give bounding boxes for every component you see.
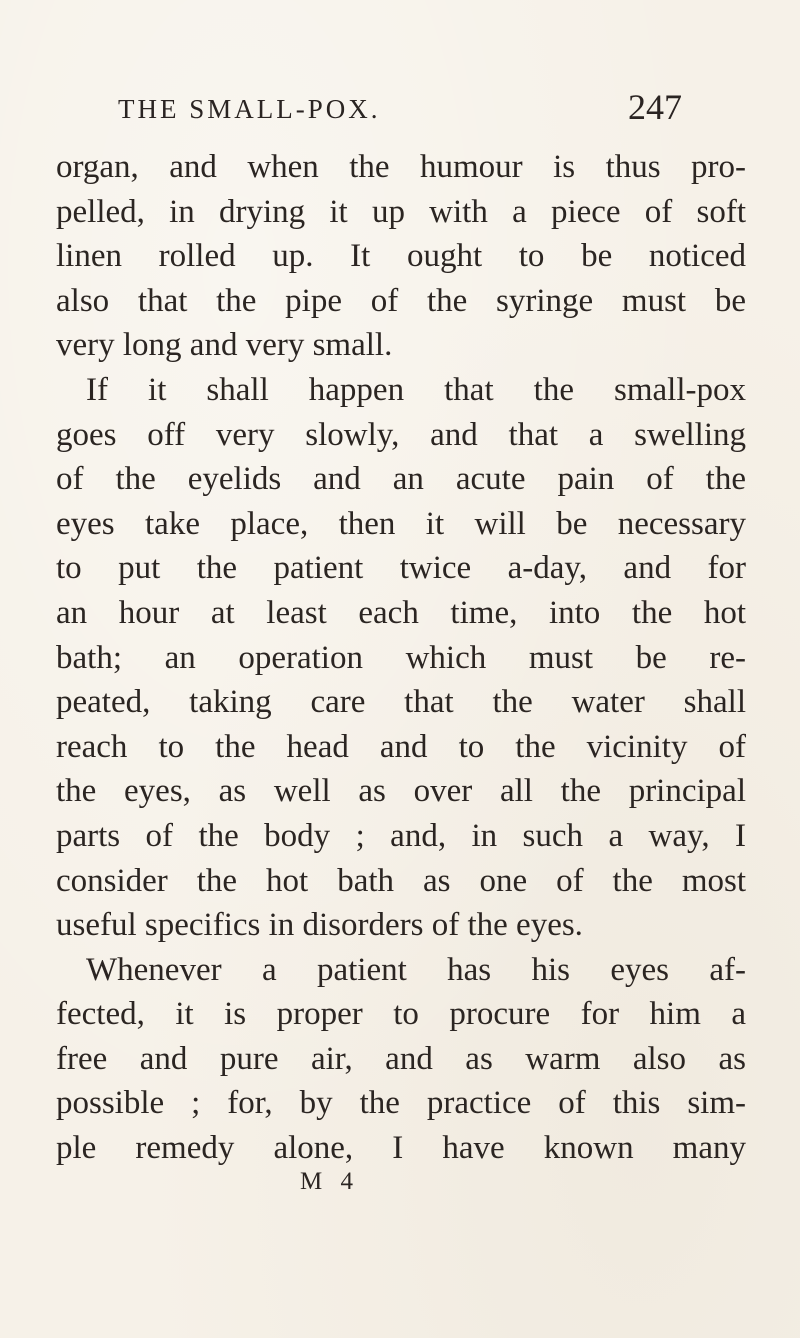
text-line: possible ; for, by the practice of this sim- [56, 1085, 746, 1122]
signature-mark: M 4 [300, 1168, 359, 1195]
text-line: parts of the body ; and, in such a way, I [56, 817, 746, 854]
text-line: goes off very slowly, and that a swelling [56, 416, 746, 453]
running-title: THE SMALL-POX. [118, 94, 381, 124]
text-line: the eyes, as well as over all the principal [56, 773, 746, 810]
text-line: Whenever a patient has his eyes af- [86, 951, 746, 988]
page-number: 247 [628, 87, 682, 127]
text-line: to put the patient twice a-day, and for [56, 550, 746, 587]
text-line: reach to the head and to the vicinity of [56, 728, 746, 765]
text-line: an hour at least each time, into the hot [56, 594, 746, 631]
text-line: pelled, in drying it up with a piece of soft [56, 193, 746, 230]
text-line: eyes take place, then it will be necessary [56, 505, 746, 542]
text-line: bath; an operation which must be re- [56, 639, 746, 676]
text-line: linen rolled up. It ought to be noticed [56, 238, 746, 275]
text-line: If it shall happen that the small-pox [86, 371, 746, 408]
text-line: useful specifics in disorders of the eyes. [56, 907, 583, 944]
text-line: organ, and when the humour is thus pro- [56, 149, 746, 185]
body-text [56, 145, 746, 1171]
text-line: also that the pipe of the syringe must be [56, 282, 746, 319]
text-line: of the eyelids and an acute pain of the [56, 461, 746, 498]
text-line: free and pure air, and as warm also as [56, 1040, 746, 1077]
text-line: peated, taking care that the water shall [56, 684, 746, 721]
text-line: ple remedy alone, I have known many [56, 1130, 746, 1167]
text-line: consider the hot bath as one of the most [56, 862, 746, 899]
running-head [118, 87, 682, 132]
text-line: fected, it is proper to procure for him a [56, 996, 746, 1033]
text-line: very long and very small. [56, 327, 393, 364]
